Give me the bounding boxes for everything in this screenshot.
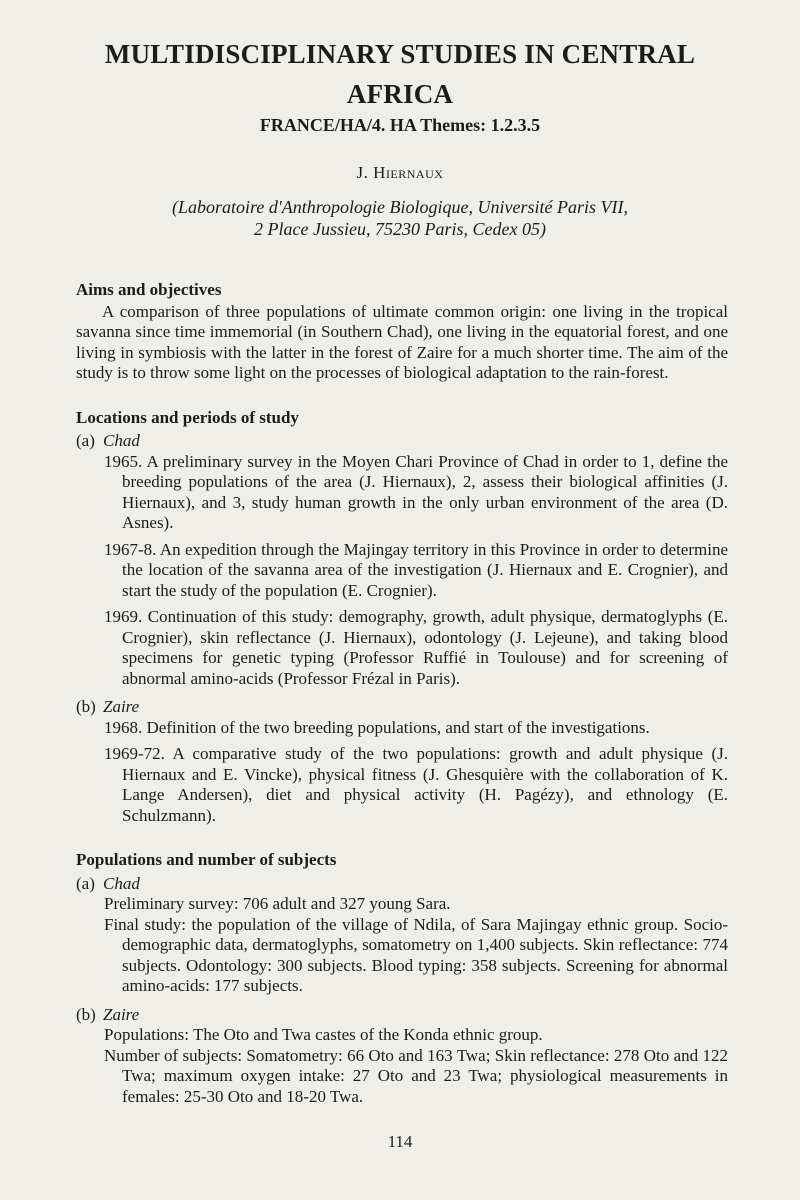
list-item: Final study: the population of the village of Ndila, of Sara Majingay ethnic group. Socio-demographic data, dermatoglyphs, somatometry on 1,400 subjects. Skin reflectance: 774 subjects. Odontology: 300 subjects. Blood typing: 358 subjects. Screening for abnormal amino-acids: 177 subjects. — [104, 914, 728, 995]
author-name: J. Hiernaux — [356, 163, 444, 182]
list-item: Populations: The Oto and Twa castes of the Konda ethnic group. — [104, 1025, 543, 1044]
aims-section — [76, 280, 728, 384]
list-item: Number of subjects: Somatometry: 66 Oto and 163 Twa; Skin reflectance: 278 Oto and 122 Twa; maximum oxygen intake: 27 Oto and 23 Twa; physiological measurements in females: 25-30 Oto and 18-20 Twa. — [104, 1045, 728, 1106]
locations-chad-subheading — [76, 431, 728, 452]
document-title: MULTIDISCIPLINARY STUDIES IN CENTRAL AFRICA — [104, 39, 696, 109]
populations-section — [76, 850, 728, 1107]
subheading-name: Zaire — [103, 1004, 140, 1024]
subheading-name: Zaire — [103, 697, 140, 716]
locations-zaire-subheading — [76, 697, 728, 718]
subheading-name: Chad — [103, 431, 140, 450]
theme-line: FRANCE/HA/4. HA Themes: 1.2.3.5 — [259, 115, 541, 135]
locations-section — [76, 408, 728, 827]
list-item: 1965. A preliminary survey in the Moyen Chari Province of Chad in order to 1, define the breeding populations of the area (J. Hiernaux), 2, assess their biological affinities (J. Hiernaux), and 3, study human growth in the only urban environment of the area (D. Asnes). — [104, 451, 728, 532]
list-item: 1969-72. A comparative study of the two populations: growth and adult physique (J. Hiernaux and E. Vincke), physical fitness (J. Ghesquière with the collaboration of K. Lange Andersen), diet and physical activity (H. Pagézy), and ethnology (E. Schulzmann). — [104, 744, 728, 825]
page-number: 114 — [387, 1132, 413, 1151]
body-content — [76, 280, 728, 1107]
subheading-label: (b) — [76, 1004, 96, 1024]
populations-chad-subheading — [76, 874, 728, 895]
locations-heading: Locations and periods of study — [76, 407, 299, 427]
aims-heading: Aims and objectives — [76, 280, 222, 299]
subheading-name: Chad — [103, 873, 140, 893]
populations-zaire-subheading — [76, 1005, 728, 1026]
subheading-label: (a) — [76, 431, 95, 450]
subheading-label: (b) — [76, 697, 96, 716]
list-item: Preliminary survey: 706 adult and 327 young Sara. — [104, 894, 451, 913]
populations-heading: Populations and number of subjects — [76, 850, 337, 869]
aims-paragraph: A comparison of three populations of ultimate common origin: one living in the tropical savanna since time immemorial (in Southern Chad), one living in the equatorial forest, and one living in symbiosis with the latter in the forest of Zaire for a much shorter time. The aim of the study is to throw some light on the processes of biological adaptation to the rain-forest. — [76, 301, 728, 382]
subheading-label: (a) — [76, 873, 95, 893]
list-item: 1969. Continuation of this study: demography, growth, adult physique, dermatoglyphs (E. Crognier), skin reflectance (J. Hiernaux), odontology (J. Lejeune), and taking blood specimens for genetic typing (Professor Ruffié in Toulouse) and for screening of abnormal amino-acids (Professor Frézal in Paris). — [104, 607, 728, 688]
affiliation — [60, 196, 740, 240]
list-item: 1968. Definition of the two breeding populations, and start of the investigations. — [104, 717, 650, 737]
affiliation-line-2: 2 Place Jussieu, 75230 Paris, Cedex 05) — [254, 219, 546, 239]
affiliation-line-1: (Laboratoire d'Anthropologie Biologique, Université Paris VII, — [172, 197, 628, 217]
list-item: 1967-8. An expedition through the Majingay territory in this Province in order to determine the location of the savanna area of the investigation (J. Hiernaux and E. Crognier), and start the study of the population (E. Crognier). — [104, 539, 728, 600]
